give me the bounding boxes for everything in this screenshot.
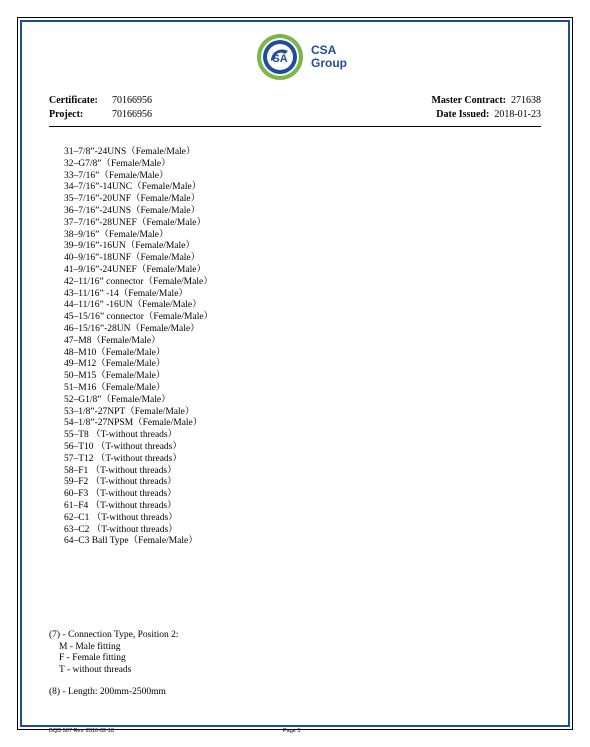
- option-without-threads: T - without threads: [59, 664, 132, 675]
- footer-page-number: Page 5: [283, 728, 301, 734]
- list-item: 31–7/8”-24UNS（Female/Male）: [64, 147, 196, 157]
- list-item: 45–15/16” connector（Female/Male）: [64, 312, 214, 323]
- header-divider: [49, 126, 541, 127]
- connection-type-list: [64, 147, 213, 548]
- list-item: 64–C3 Ball Type（Female/Male）: [64, 536, 198, 547]
- certificate-value: 70166956: [112, 95, 152, 106]
- certificate-label: Certificate:: [49, 95, 98, 106]
- csa-group-logo: [256, 33, 347, 81]
- section-7-connection-type: [49, 630, 179, 676]
- list-item: 50–M15（Female/Male）: [64, 371, 166, 382]
- section-8-length: (8) - Length: 200mm-2500mm: [49, 687, 166, 697]
- project-value: 70166956: [112, 109, 152, 120]
- list-item: 61–F4 （T-without threads）: [64, 500, 177, 511]
- logo-line-2: Group: [311, 56, 347, 70]
- date-issued-row: [431, 108, 541, 122]
- list-item: 58–F1 （T-without threads）: [64, 465, 177, 476]
- logo-line-1: CSA: [311, 43, 337, 57]
- list-item: 46–15/16”-28UN（Female/Male）: [64, 323, 200, 334]
- project-row: [49, 108, 152, 122]
- list-item: 48–M10（Female/Male）: [64, 347, 166, 358]
- list-item: 63–C2 （T-without threads）: [64, 524, 178, 535]
- list-item: 52–G1/8”（Female/Male）: [64, 394, 171, 405]
- date-issued-label: Date Issued:: [436, 109, 490, 120]
- master-contract-row: [431, 94, 541, 108]
- list-item: 39–9/16”-16UN（Female/Male）: [64, 241, 195, 252]
- option-female: F - Female fitting: [59, 653, 126, 663]
- list-item: 38–9/16”（Female/Male）: [64, 229, 169, 240]
- footer-revision: DQD 507 Rev. 2016-02-18: [49, 728, 115, 734]
- list-item: 54–1/8”-27NPSM（Female/Male）: [64, 418, 203, 429]
- master-contract-value: 271638: [511, 95, 541, 106]
- list-item: 40–9/16”-18UNF（Female/Male）: [64, 253, 201, 264]
- certificate-row: [49, 94, 152, 108]
- list-item: 36–7/16”-24UNS（Female/Male）: [64, 205, 201, 216]
- list-item: 44–11/16” -16UN（Female/Male）: [64, 300, 202, 311]
- list-item: 55–T8 （T-without threads）: [64, 430, 178, 441]
- list-item: 53–1/8”-27NPT（Female/Male）: [64, 406, 195, 417]
- list-item: 42–11/16” connector（Female/Male）: [64, 276, 213, 287]
- header-left: [49, 94, 152, 122]
- csa-emblem-icon: [256, 33, 304, 81]
- header-right: [431, 94, 541, 122]
- list-item: 35–7/16”-20UNF（Female/Male）: [64, 194, 201, 205]
- section-7-heading: (7) - Connection Type, Position 2:: [49, 630, 179, 640]
- project-label: Project:: [49, 109, 84, 120]
- list-item: 32–G7/8”（Female/Male）: [64, 158, 171, 169]
- list-item: 56–T10 （T-without threads）: [64, 441, 182, 452]
- list-item: 62–C1 （T-without threads）: [64, 512, 178, 523]
- list-item: 43–11/16” -14（Female/Male）: [64, 288, 188, 299]
- list-item: 33–7/16”（Female/Male）: [64, 170, 169, 181]
- list-item: 57–T12 （T-without threads）: [64, 453, 182, 464]
- master-contract-label: Master Contract:: [431, 95, 506, 106]
- list-item: 49–M12（Female/Male）: [64, 359, 166, 370]
- list-item: 51–M16（Female/Male）: [64, 382, 166, 393]
- list-item: 34–7/16”-14UNC（Female/Male）: [64, 182, 202, 193]
- list-item: 47–M8（Female/Male）: [64, 335, 161, 346]
- list-item: 37–7/16”-28UNEF（Female/Male）: [64, 217, 206, 228]
- list-item: 59–F2 （T-without threads）: [64, 477, 177, 488]
- date-issued-value: 2018-01-23: [494, 109, 541, 120]
- svg-text:SA: SA: [272, 53, 288, 65]
- logo-wordmark: [311, 44, 347, 70]
- option-male: M - Male fitting: [59, 641, 121, 652]
- list-item: 60–F3 （T-without threads）: [64, 489, 177, 500]
- list-item: 41–9/16”-24UNEF（Female/Male）: [64, 264, 206, 275]
